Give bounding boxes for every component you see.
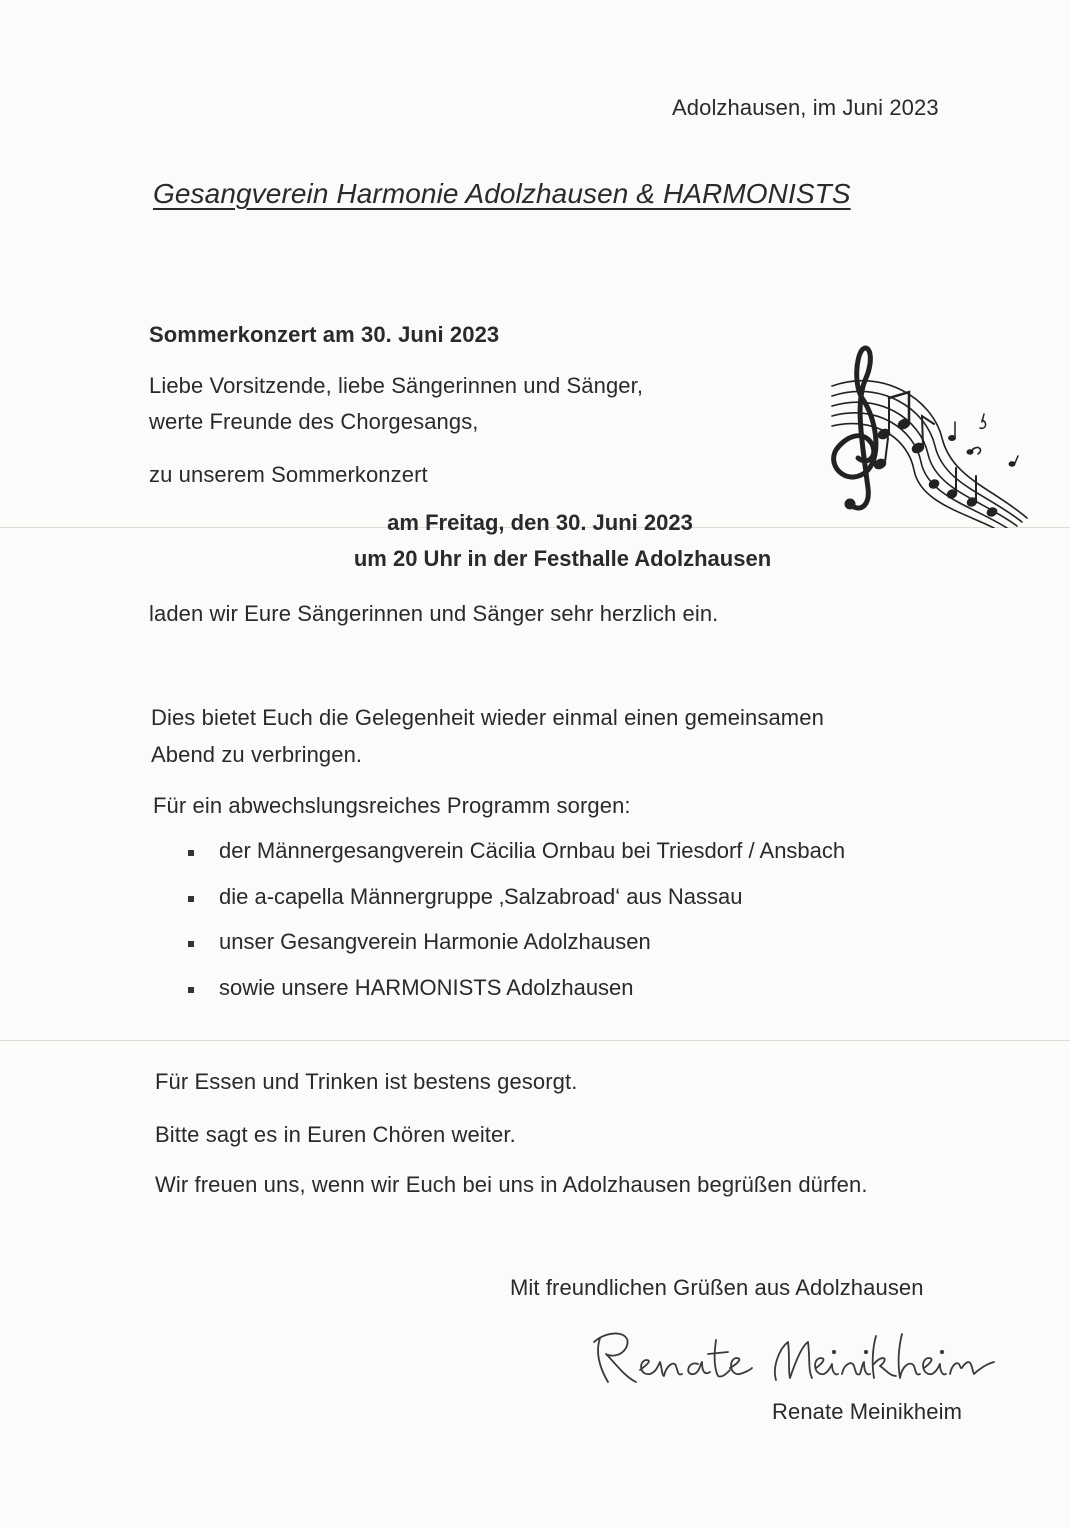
signer-name: Renate Meinikheim bbox=[772, 1399, 963, 1424]
fold-line bbox=[0, 1040, 1070, 1041]
event-date: am Freitag, den 30. Juni 2023 bbox=[387, 510, 693, 535]
program-intro: Für ein abwechslungsreiches Programm sorgen: bbox=[153, 793, 631, 818]
treble-clef-music-notes-icon bbox=[822, 338, 1037, 528]
place-date: Adolzhausen, im Juni 2023 bbox=[672, 95, 939, 120]
welcome-text: Wir freuen uns, wenn wir Euch bei uns in Adolzhausen begrüßen dürfen. bbox=[155, 1172, 868, 1197]
event-place: um 20 Uhr in der Festhalle Adolzhausen bbox=[353, 546, 772, 571]
list-item: unser Gesangverein Harmonie Adolzhausen bbox=[185, 929, 845, 975]
handwritten-signature bbox=[590, 1320, 1000, 1400]
list-item: der Männergesangverein Cäcilia Ornbau bei Triesdorf / Ansbach bbox=[185, 838, 845, 884]
closing-text: Mit freundlichen Grüßen aus Adolzhausen bbox=[510, 1275, 924, 1300]
salutation-line-1: Liebe Vorsitzende, liebe Sängerinnen und Sänger, bbox=[149, 373, 644, 398]
invitation-text: laden wir Eure Sängerinnen und Sänger sehr herzlich ein. bbox=[149, 601, 719, 626]
letter-title: Gesangverein Harmonie Adolzhausen & HARMONISTS bbox=[153, 178, 851, 209]
list-item: sowie unsere HARMONISTS Adolzhausen bbox=[185, 975, 845, 1021]
food-text: Für Essen und Trinken ist bestens gesorgt. bbox=[155, 1069, 578, 1094]
opportunity-line-2: Abend zu verbringen. bbox=[151, 742, 363, 767]
opportunity-line-1: Dies bietet Euch die Gelegenheit wieder einmal einen gemeinsamen bbox=[151, 705, 824, 730]
program-list bbox=[185, 838, 845, 1020]
list-item: die a-capella Männergruppe ‚Salzabroad‘ aus Nassau bbox=[185, 884, 845, 930]
salutation-line-2: werte Freunde des Chorgesangs, bbox=[149, 409, 479, 434]
intro-text: zu unserem Sommerkonzert bbox=[149, 462, 428, 487]
share-text: Bitte sagt es in Euren Chören weiter. bbox=[155, 1122, 516, 1147]
letter-subject: Sommerkonzert am 30. Juni 2023 bbox=[149, 322, 500, 347]
